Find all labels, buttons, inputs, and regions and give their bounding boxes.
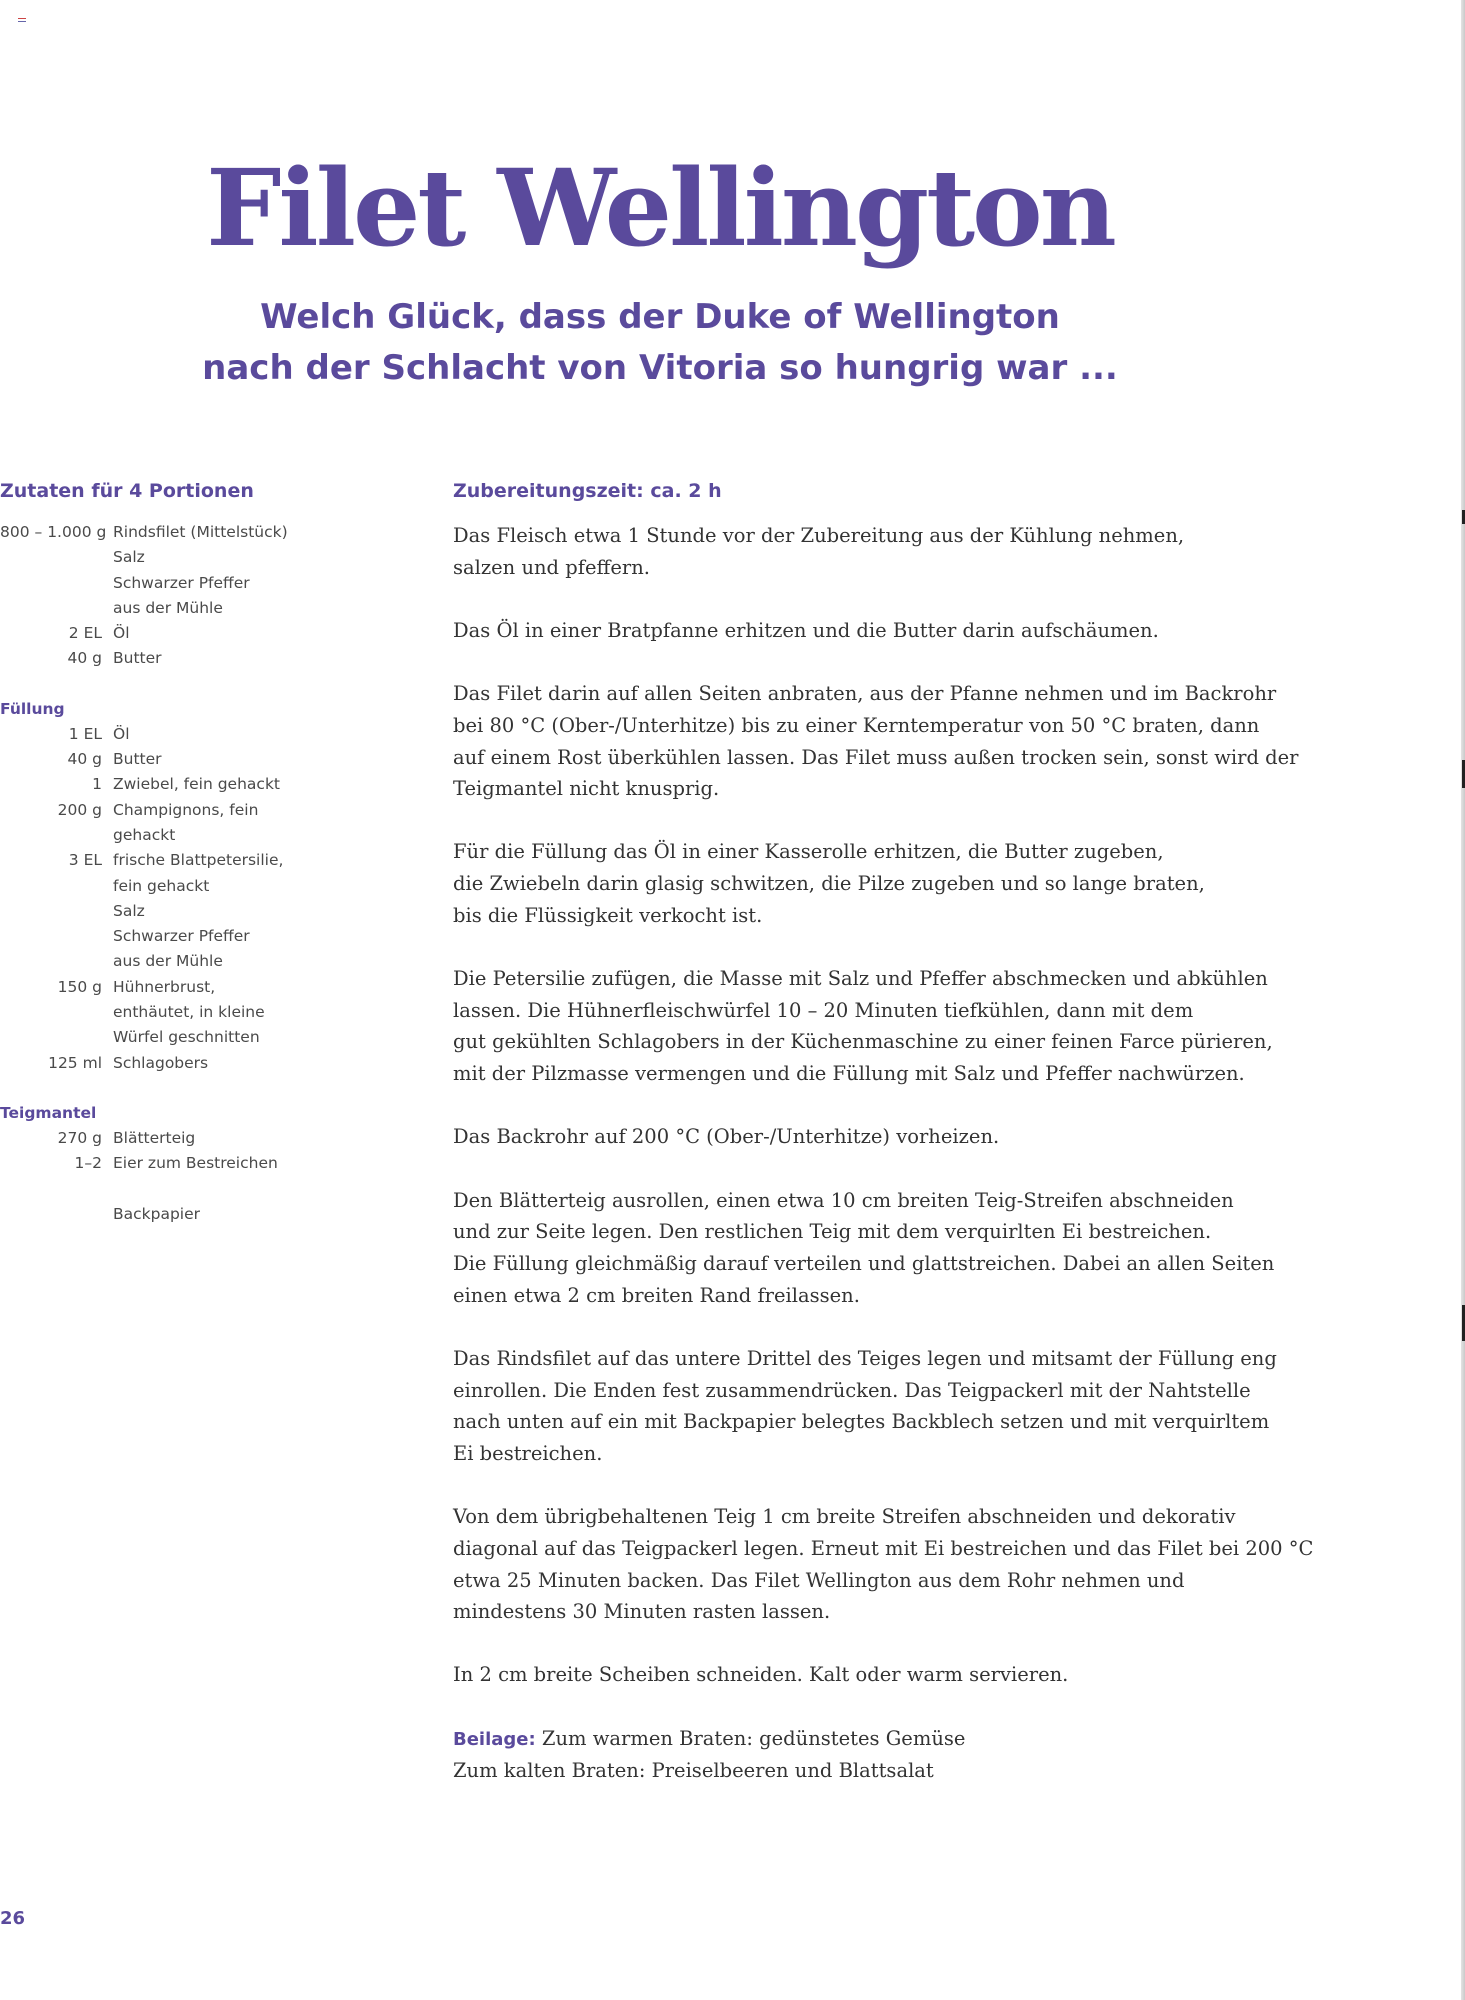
ingredient-row [0,520,400,545]
ingredient-name-line: frische Blattpetersilie, [113,851,284,870]
step-line: Das Backrohr auf 200 °C (Ober-/Unterhitze) vorheizen. [453,1125,1000,1149]
beilage-note [453,1723,1323,1787]
ingredient-name-line: Blätterteig [113,1128,196,1147]
ingredient-row [0,646,400,671]
ingredient-name-line: fein gehackt [113,876,210,895]
fuellung-list [0,722,400,1076]
ingredient-amount: 40 g [67,750,102,769]
step-line: Von dem übrigbehaltenen Teig 1 cm breite Streifen abschneiden und dekorativ [453,1505,1236,1529]
ingredient-row [0,545,400,570]
ingredient-name-line: Champignons, fein [113,800,259,819]
ingredient-amount: 200 g [57,800,102,819]
ingredient-name-line: Zwiebel, fein gehackt [113,775,280,794]
preparation-step [453,1501,1323,1628]
ingredient-name-line: Eier zum Bestreichen [113,1154,278,1173]
step-line: Teigmantel nicht knusprig. [453,777,720,801]
step-line: Das Rindsfilet auf das untere Drittel des Teiges legen und mitsamt der Füllung eng [453,1346,1277,1370]
ingredient-amount: 150 g [57,977,102,996]
ingredient-amount: 3 EL [68,851,102,870]
ingredient-name-line: Schlagobers [113,1053,209,1072]
step-line: Das Öl in einer Bratpfanne erhitzen und die Butter darin aufschäumen. [453,618,1159,642]
page-number: 26 [0,1908,26,1929]
preparation-step [453,963,1323,1090]
ingredient-amount: 1 EL [68,724,102,743]
ingredient-row [0,924,400,975]
ingredient-name [113,621,393,646]
ingredient-row [0,621,400,646]
ingredient-name [113,571,393,622]
step-line: Das Fleisch etwa 1 Stunde vor der Zubereitung aus der Kühlung nehmen, [453,524,1185,547]
ingredient-row [0,975,400,1051]
preparation-step [453,836,1323,931]
step-line: etwa 25 Minuten backen. Das Filet Wellington aus dem Rohr nehmen und [453,1568,1185,1592]
ingredient-amount: 1–2 [74,1154,102,1173]
ingredient-row [0,1051,400,1076]
step-line: einen etwa 2 cm breiten Rand freilassen. [453,1283,860,1307]
flag-icon [18,18,26,25]
ingredient-row [0,772,400,797]
ingredient-row [0,798,400,849]
step-line: Die Füllung gleichmäßig darauf verteilen und glattstreichen. Dabei an allen Seiten [453,1251,1275,1275]
ingredients-heading: Zutaten für 4 Portionen [0,480,254,502]
ingredient-name-line: Butter [113,750,162,769]
ingredient-name [113,772,393,797]
ingredient-name-line: Öl [113,724,130,743]
subtitle-line: Welch Glück, dass der Duke of Wellington [260,297,1060,337]
ingredient-name-line: Salz [113,901,145,920]
ingredient-name-line: Butter [113,649,162,668]
ingredient-name-line: Rindsfilet (Mittelstück) [113,523,288,541]
page-title: Filet Wellington [206,145,1114,270]
ingredient-name [113,975,393,1051]
step-line: Für die Füllung das Öl in einer Kasserolle erhitzen, die Butter zugeben, [453,840,1164,864]
preparation-step [453,1343,1323,1470]
page-edge [1461,0,1465,2000]
ingredient-name [113,1151,393,1176]
ingredient-row [0,747,400,772]
ingredient-row [0,722,400,747]
preparation-step [453,1121,1323,1153]
ingredient-name-line: Salz [113,548,145,567]
ingredient-name-line: enthäutet, in kleine [113,1003,265,1022]
ingredient-row [0,848,400,899]
ingredient-amount: 1 [92,775,102,794]
ingredient-amount: 270 g [57,1128,102,1147]
step-line: lassen. Die Hühnerfleischwürfel 10 – 20 Minuten tiefkühlen, dann mit dem [453,998,1194,1022]
teigmantel-list [0,1126,400,1177]
ingredient-name: Backpapier [113,1204,201,1223]
step-line: und zur Seite legen. Den restlichen Teig mit dem verquirlten Ei bestreichen. [453,1220,1212,1244]
beilage-text: Zum warmen Braten: gedünstetes Gemüse [541,1726,966,1750]
step-line: mindestens 30 Minuten rasten lassen. [453,1600,831,1624]
step-line: Das Filet darin auf allen Seiten anbraten, aus der Pfanne nehmen und im Backrohr [453,682,1277,706]
preparation-heading: Zubereitungszeit: ca. 2 h [453,480,722,502]
beilage-label: Beilage: [453,1728,536,1750]
ingredient-name [113,1126,393,1151]
ingredient-name [113,545,393,570]
preparation-step [453,520,1323,583]
ingredient-name [113,1051,393,1076]
ingredient-amount: 125 ml [48,1053,102,1072]
ingredient-amount [0,571,113,622]
ingredient-name-line: gehackt [113,825,176,844]
fuellung-title: Füllung [0,699,65,718]
preparation-step [453,615,1323,647]
ingredients-main-list [0,520,400,672]
ingredient-amount: 2 EL [68,624,102,643]
ingredient-amount [0,924,113,975]
step-line: In 2 cm breite Scheiben schneiden. Kalt oder warm servieren. [453,1663,1069,1687]
step-line: die Zwiebeln darin glasig schwitzen, die Pilze zugeben und so lange braten, [453,872,1205,896]
preparation-step [453,678,1323,805]
ingredient-row [0,1126,400,1151]
subtitle-line: nach der Schlacht von Vitoria so hungrig war ... [202,348,1118,388]
step-line: Die Petersilie zufügen, die Masse mit Salz und Pfeffer abschmecken und abkühlen [453,967,1268,991]
preparation-step [453,1659,1323,1691]
step-line: mit der Pilzmasse vermengen und die Füllung mit Salz und Pfeffer nachwürzen. [453,1062,1245,1086]
ingredient-name [113,722,393,747]
ingredient-row [0,899,400,924]
teigmantel-title: Teigmantel [0,1103,97,1122]
ingredient-name [113,798,393,849]
ingredient-name [113,924,393,975]
ingredient-row [0,571,400,622]
step-line: salzen und pfeffern. [453,555,650,579]
ingredient-amount [0,899,113,924]
step-line: bis die Flüssigkeit verkocht ist. [453,903,763,927]
preparation-column [453,480,1323,1819]
ingredient-row [0,1151,400,1176]
ingredient-name-line: Hühnerbrust, [113,977,216,996]
ingredient-row [0,1202,400,1227]
ingredient-name-line: Öl [113,624,130,643]
step-line: auf einem Rost überkühlen lassen. Das Filet muss außen trocken sein, sonst wird der [453,745,1299,769]
ingredient-name [113,747,393,772]
page-subtitle [0,292,1320,394]
step-line: Den Blätterteig ausrollen, einen etwa 10 cm breiten Teig-Streifen abschneiden [453,1188,1234,1212]
preparation-steps [453,520,1323,1691]
step-line: diagonal auf das Teigpackerl legen. Erneut mit Ei bestreichen und das Filet bei 200 °C [453,1536,1314,1560]
ingredient-name-line: aus der Mühle [113,952,223,971]
ingredient-name-line: Schwarzer Pfeffer [113,573,250,592]
step-line: nach unten auf ein mit Backpapier belegtes Backblech setzen und mit verquirltem [453,1410,1270,1434]
preparation-step [453,1185,1323,1312]
ingredient-name [113,899,393,924]
ingredients-column [0,480,400,1227]
ingredient-amount: 40 g [67,649,102,668]
beilage-text: Zum kalten Braten: Preiselbeeren und Blattsalat [453,1759,934,1783]
ingredient-name [113,520,393,545]
step-line: Ei bestreichen. [453,1441,603,1465]
step-line: gut gekühlten Schlagobers in der Küchenmaschine zu einer feinen Farce pürieren, [453,1030,1273,1054]
ingredient-name [113,848,393,899]
step-line: bei 80 °C (Ober-/Unterhitze) bis zu einer Kerntemperatur von 50 °C braten, dann [453,713,1260,737]
ingredient-name [113,646,393,671]
ingredient-name-line: Würfel geschnitten [113,1028,260,1047]
ingredient-amount [0,545,113,570]
ingredient-amount: 800 – 1.000 g [0,523,107,541]
ingredient-name-line: aus der Mühle [113,598,223,617]
ingredient-name-line: Schwarzer Pfeffer [113,927,250,946]
step-line: einrollen. Die Enden fest zusammendrücken. Das Teigpackerl mit der Nahtstelle [453,1378,1251,1402]
